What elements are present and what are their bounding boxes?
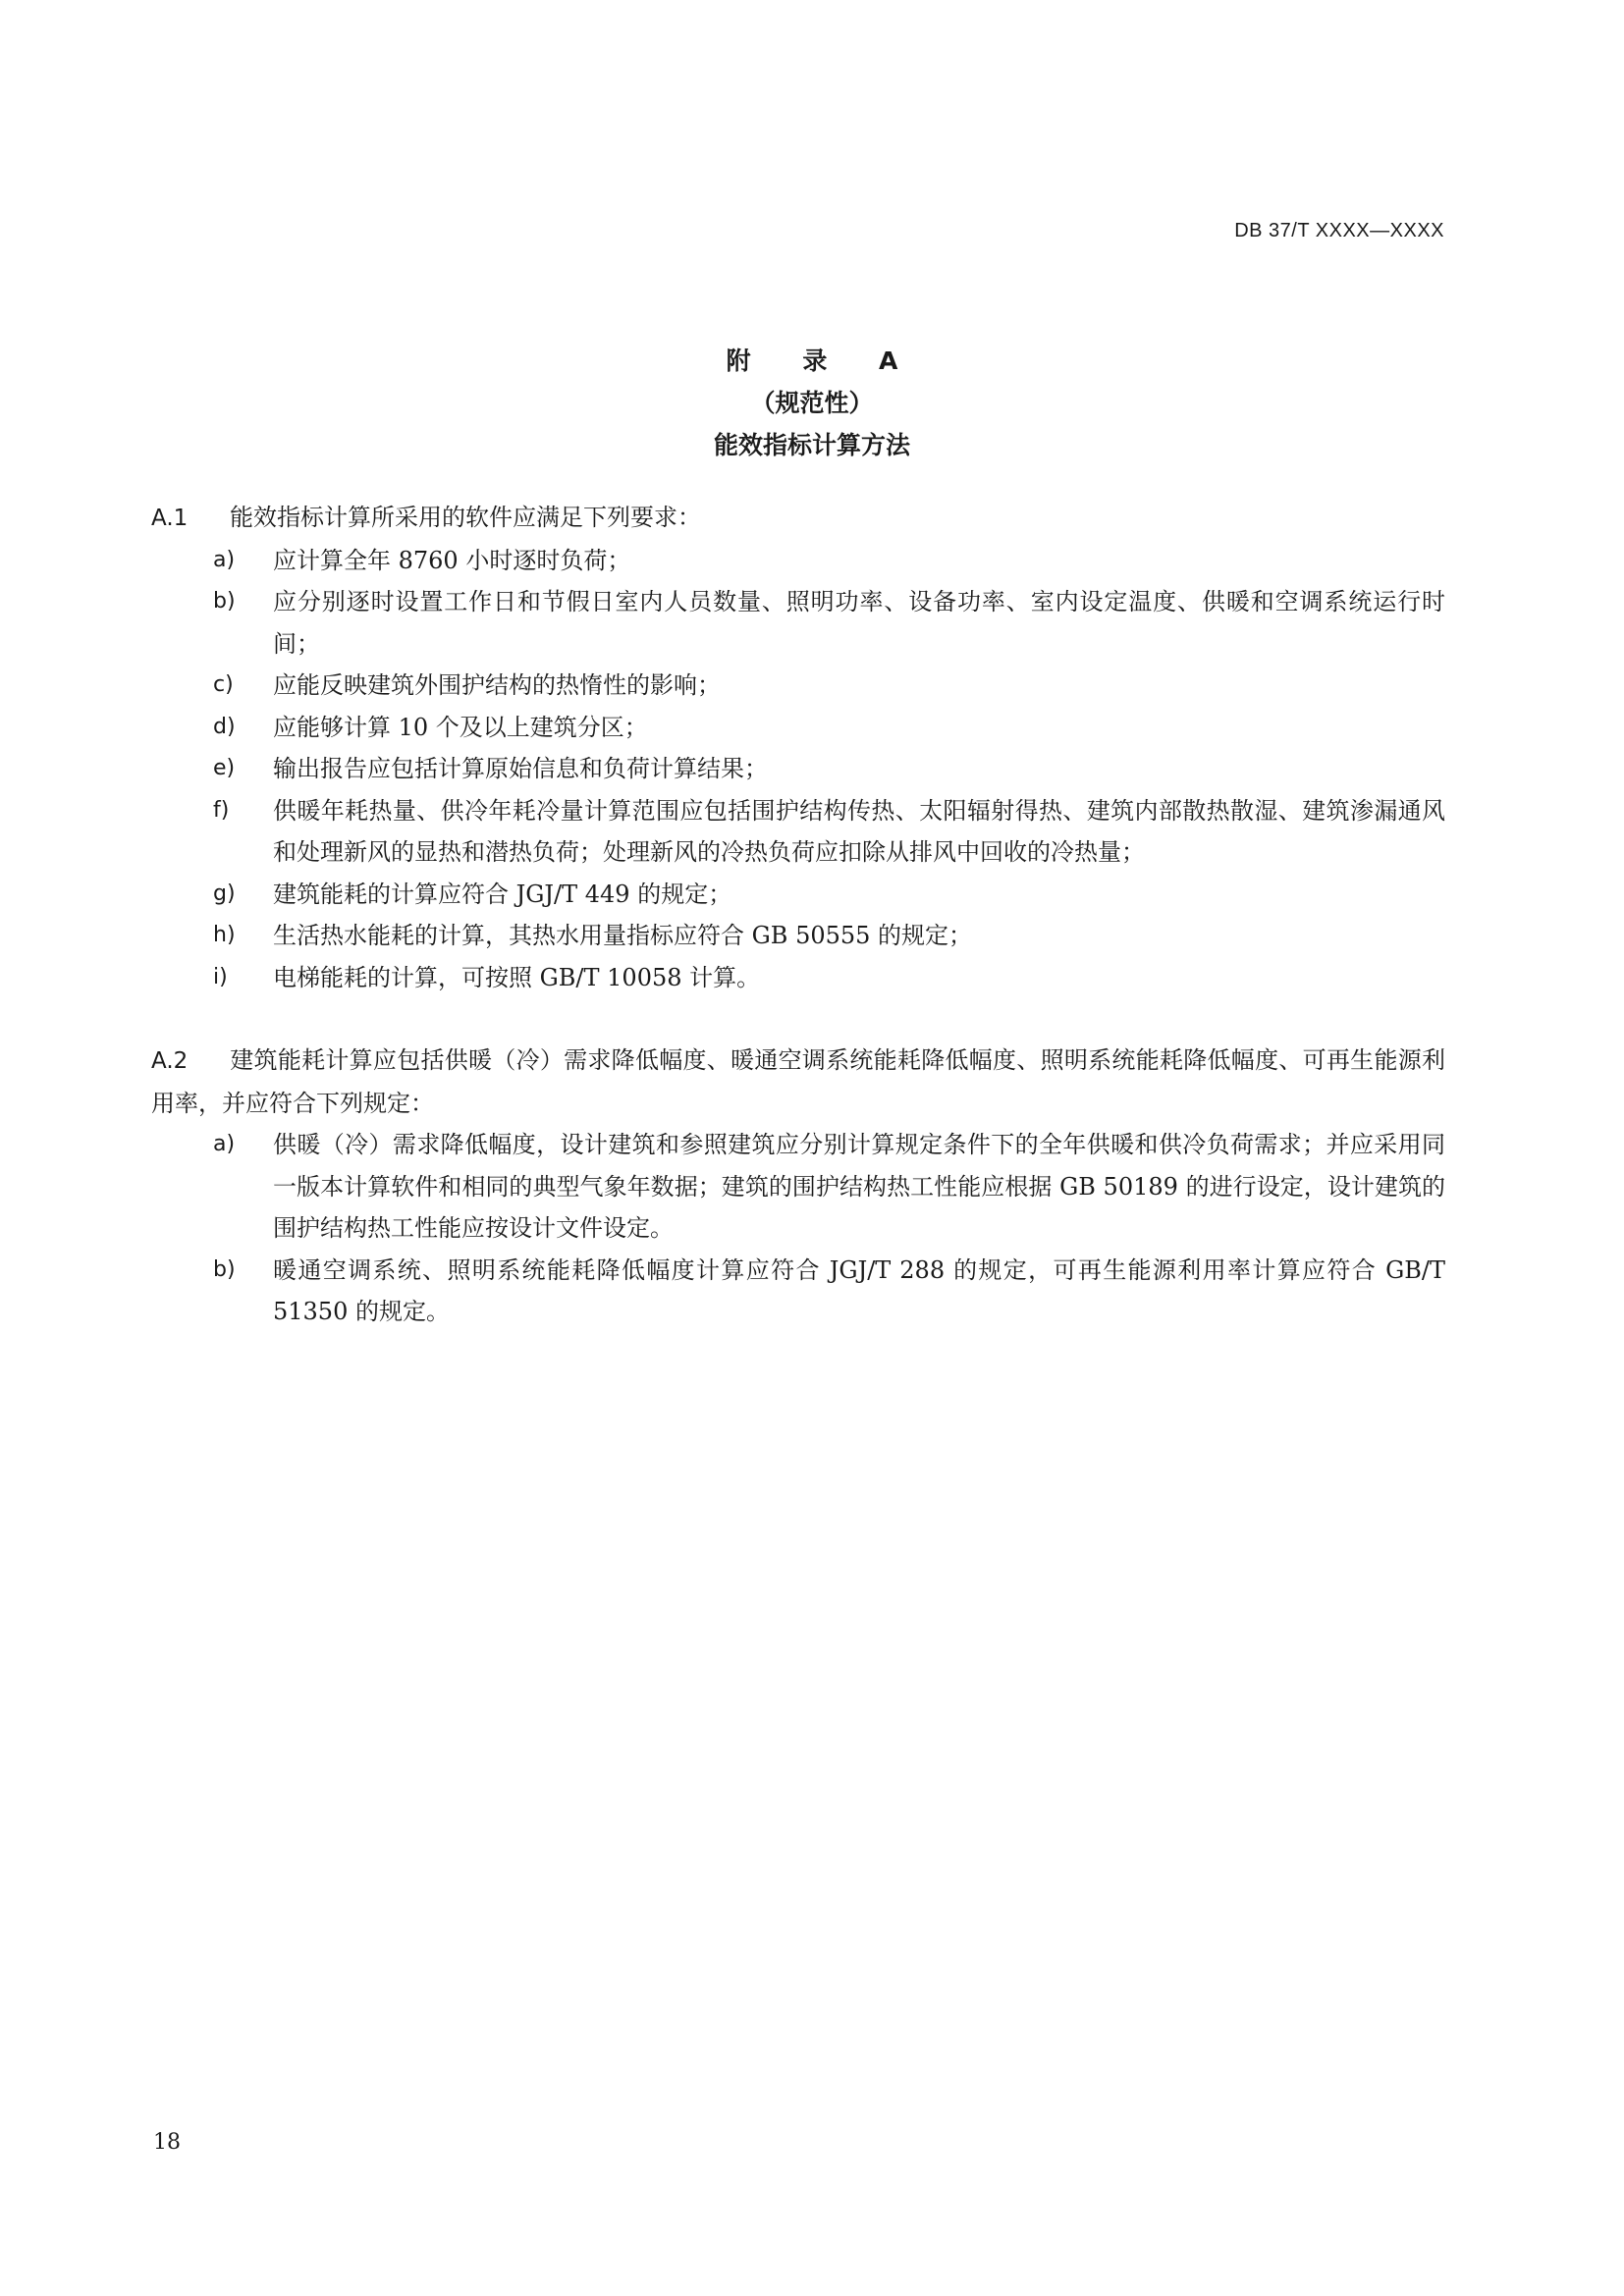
clause-a1 — [151, 497, 1445, 998]
list-item — [151, 1124, 1445, 1250]
clause-a1-intro — [151, 497, 1445, 540]
item-label: i) — [213, 964, 228, 989]
appendix-heading — [0, 340, 1624, 466]
document-code-header: DB 37/T XXXX—XXXX — [1234, 220, 1444, 241]
clause-a2-intro — [151, 1040, 1445, 1124]
item-text: 应分别逐时设置工作日和节假日室内人员数量、照明功率、设备功率、室内设定温度、供暖和空调系统运行时间； — [273, 588, 1445, 658]
list-item — [151, 874, 1445, 916]
item-text: 输出报告应包括计算原始信息和负荷计算结果； — [273, 755, 768, 782]
item-label: f) — [213, 797, 230, 823]
item-text: 应计算全年 8760 小时逐时负荷； — [273, 546, 631, 574]
list-item — [151, 665, 1445, 707]
item-label: d) — [213, 714, 236, 739]
item-text: 供暖年耗热量、供冷年耗冷量计算范围应包括围护结构传热、太阳辐射得热、建筑内部散热散湿、建筑渗漏通风和处理新风的显热和潜热负荷；处理新风的冷热负荷应扣除从排风中回收的冷热量； — [273, 796, 1445, 866]
list-item — [151, 957, 1445, 999]
item-text: 应能反映建筑外围护结构的热惰性的影响； — [273, 671, 721, 699]
item-label: e) — [213, 756, 236, 780]
clause-text: 能效指标计算所采用的软件应满足下列要求： — [230, 504, 701, 531]
clause-a1-items — [151, 540, 1445, 999]
appendix-title: 附 录 A — [726, 347, 920, 375]
item-text: 暖通空调系统、照明系统能耗降低幅度计算应符合 JGJ/T 288 的规定，可再生能源利用率计算应符合 GB/T 51350 的规定。 — [273, 1255, 1445, 1325]
list-item — [151, 707, 1445, 749]
item-text: 电梯能耗的计算，可按照 GB/T 10058 计算。 — [273, 963, 761, 991]
item-text: 建筑能耗的计算应符合 JGJ/T 449 的规定； — [273, 880, 732, 908]
clause-text: 建筑能耗计算应包括供暖（冷）需求降低幅度、暖通空调系统能耗降低幅度、照明系统能耗降低幅度、可再生能源利用率，并应符合下列规定： — [151, 1046, 1445, 1117]
document-body — [151, 497, 1445, 1333]
clause-a2 — [151, 1040, 1445, 1333]
list-item — [151, 915, 1445, 957]
clause-number: A.1 — [151, 506, 189, 531]
appendix-name: 能效指标计算方法 — [713, 431, 910, 459]
item-text: 生活热水能耗的计算，其热水用量指标应符合 GB 50555 的规定； — [273, 922, 973, 949]
list-item — [151, 581, 1445, 665]
item-text: 应能够计算 10 个及以上建筑分区； — [273, 713, 648, 741]
item-text: 供暖（冷）需求降低幅度，设计建筑和参照建筑应分别计算规定条件下的全年供暖和供冷负荷需求；并应采用同一版本计算软件和相同的典型气象年数据；建筑的围护结构热工性能应根据 GB 50189 的进行设定，设计建筑的围护结构热工性能应按设计文件设定。 — [273, 1131, 1445, 1242]
clause-a2-items — [151, 1124, 1445, 1333]
item-label: b) — [213, 1256, 236, 1282]
clause-number: A.2 — [151, 1048, 189, 1074]
list-item — [151, 790, 1445, 874]
list-item — [151, 540, 1445, 582]
item-label: c) — [213, 672, 234, 697]
appendix-type: （规范性） — [750, 389, 874, 417]
item-label: g) — [213, 881, 236, 906]
item-label: b) — [213, 589, 236, 614]
page-number: 18 — [153, 2130, 181, 2155]
list-item — [151, 748, 1445, 790]
item-label: h) — [213, 923, 236, 947]
item-label: a) — [213, 1132, 236, 1156]
item-label: a) — [213, 547, 236, 572]
list-item — [151, 1250, 1445, 1333]
